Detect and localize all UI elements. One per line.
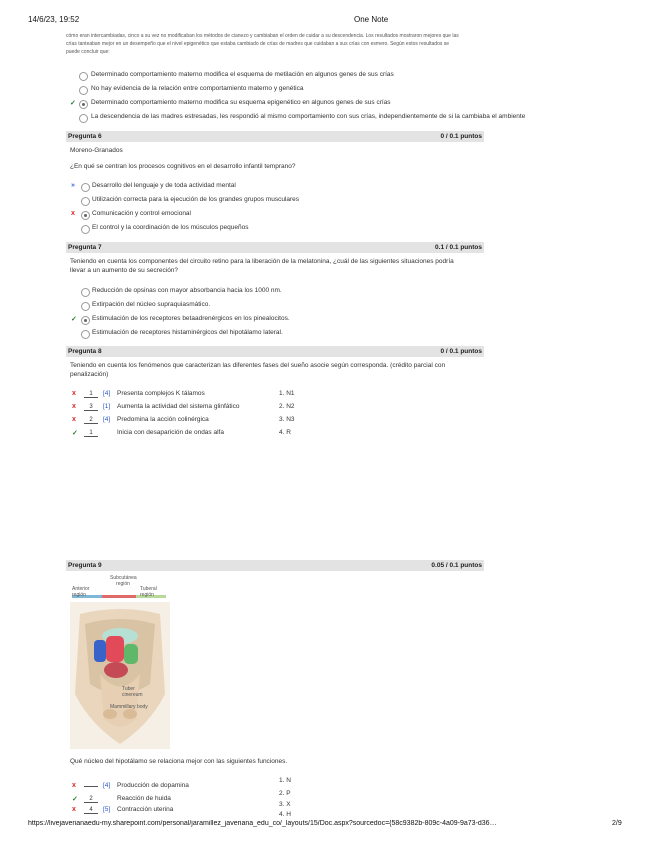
question-text xyxy=(70,361,482,379)
question-score: 0.1 / 0.1 puntos xyxy=(435,244,482,251)
question-line: llevar a un aumento de su secreción? xyxy=(70,267,179,274)
question-text: ¿En qué se centran los procesos cognitivos en el desarrollo infantil temprano? xyxy=(70,163,296,170)
intro-line-2: crías tanteaban mejor en un desempeño que el nivel epigenético que estaba cambiado de crías de madres que cuidaban a sus crías con esmero. Según estos resultados se xyxy=(66,41,450,47)
option-label: Determinado comportamiento materno modifica su esquema epigenético en algunos genes de sus crías xyxy=(91,99,391,106)
print-url: https://livejaverianaedu-my.sharepoint.com/personal/jaramillez_javeriana_edu_co/_layouts/15/Doc.aspx?sourcedoc={58c9382b-809c-4a09-9a73-d36… xyxy=(28,820,497,827)
answer-select[interactable] xyxy=(84,786,98,787)
answer-key: [5] xyxy=(103,806,111,813)
question-title: Pregunta 6 xyxy=(68,133,102,140)
question-line: Teniendo en cuenta los fenómenos que caracterizan las diferentes fases del sueño asocie según corresponda. (crédito parcial con xyxy=(70,362,446,369)
answer-key: [4] xyxy=(103,390,111,397)
matching-row xyxy=(72,777,372,790)
question-header xyxy=(66,346,484,357)
option-label: Reducción de opsinas con mayor absorbancia hacia los 1000 nm. xyxy=(92,287,282,294)
option-label: La descendencia de las madres estresadas, les respondió al mismo comportamiento con sus crías, independientemente de si la cambiaba el ambiente xyxy=(91,113,526,120)
question-header xyxy=(66,242,484,253)
correct-check-icon: ✓ xyxy=(71,316,77,323)
option-label: Estimulación de receptores histaminérgicos del hipotálamo lateral. xyxy=(92,329,283,336)
intro-line-3: puede concluir que: xyxy=(66,49,110,55)
figure-label-right: Tuberal región xyxy=(140,586,157,598)
right-option: 3. N3 xyxy=(279,416,295,423)
option-label: Extirpación del núcleo supraquiasmático. xyxy=(92,301,211,308)
right-option: 3. X xyxy=(279,801,291,808)
print-app-title: One Note xyxy=(354,15,389,24)
row-label: Aumenta la actividad del sistema glinfático xyxy=(117,403,240,410)
figure-label-left: Anterior región xyxy=(72,586,90,598)
answer-key: [4] xyxy=(103,416,111,423)
answer-key: [4] xyxy=(103,782,111,789)
incorrect-x-icon: x xyxy=(72,782,76,789)
correct-check-icon: ✓ xyxy=(72,796,78,803)
radio-button[interactable] xyxy=(79,100,88,109)
right-option: 4. H xyxy=(279,811,291,818)
question-text xyxy=(70,257,482,275)
answer-select[interactable]: 3 xyxy=(84,404,98,411)
question-line: penalización) xyxy=(70,371,109,378)
option-label: No hay evidencia de la relación entre comportamiento materno y genética xyxy=(91,85,304,92)
answer-select[interactable]: 1 xyxy=(84,430,98,437)
right-option: 1. N xyxy=(279,777,291,784)
row-label: Contracción uterina xyxy=(117,806,174,813)
row-label: Presenta complejos K tálamos xyxy=(117,390,205,397)
question-score: 0.05 / 0.1 puntos xyxy=(431,562,482,569)
question-text: Qué núcleo del hipotálamo se relaciona mejor con las siguientes funciones. xyxy=(70,758,288,765)
row-label: Predomina la acción colinérgica xyxy=(117,416,209,423)
answer-select[interactable]: 1 xyxy=(84,391,98,398)
selected-arrow-icon: » xyxy=(71,182,75,189)
option-label: Estimulación de los receptores betaadrenérgicos en los pinealocitos. xyxy=(92,315,290,322)
row-label: Producción de dopamina xyxy=(117,782,189,789)
question-line: Teniendo en cuenta los componentes del circuito retino para la liberación de la melatonina, ¿cuál de las siguientes situaciones podría xyxy=(70,258,454,265)
matching-row xyxy=(72,429,372,442)
option-label: Determinado comportamiento materno modifica el esquema de metilación en algunos genes de sus crías xyxy=(91,71,394,78)
hypothalamus-illustration xyxy=(70,574,170,749)
matching-row xyxy=(72,390,372,403)
radio-button[interactable] xyxy=(81,316,90,325)
matching-row xyxy=(72,790,372,801)
question-score: 0 / 0.1 puntos xyxy=(440,348,482,355)
page-number: 2/9 xyxy=(612,820,622,827)
option-label: Comunicación y control emocional xyxy=(92,210,191,217)
radio-button[interactable] xyxy=(79,72,88,81)
print-datetime: 14/6/23, 19:52 xyxy=(28,15,80,24)
radio-button[interactable] xyxy=(81,330,90,339)
matching-row xyxy=(72,801,372,812)
radio-button[interactable] xyxy=(79,86,88,95)
answer-key: [1] xyxy=(103,403,111,410)
question-title: Pregunta 8 xyxy=(68,348,102,355)
matching-row xyxy=(72,416,372,429)
option-label: El control y la coordinación de los músculos pequeños xyxy=(92,224,249,231)
row-label: Inicia con desaparición de ondas alfa xyxy=(117,429,224,436)
right-option: 2. N2 xyxy=(279,403,295,410)
correct-check-icon: ✓ xyxy=(72,430,78,437)
incorrect-x-icon: x xyxy=(72,390,76,397)
radio-button[interactable] xyxy=(81,225,90,234)
question-header xyxy=(66,131,484,142)
intro-text xyxy=(66,32,486,56)
figure-label-bottom: Mammillary body xyxy=(110,704,148,710)
option-label: Utilización correcta para la ejecución de los grandes grupos musculares xyxy=(92,196,300,203)
radio-button[interactable] xyxy=(81,302,90,311)
correct-check-icon: ✓ xyxy=(70,100,76,107)
radio-button[interactable] xyxy=(81,197,90,206)
figure-label-center: Tuber cinereum xyxy=(122,686,143,698)
matching-table xyxy=(72,390,372,442)
question-header xyxy=(66,560,484,571)
radio-button[interactable] xyxy=(81,183,90,192)
question-title: Pregunta 9 xyxy=(68,562,102,569)
question-score: 0 / 0.1 puntos xyxy=(440,133,482,140)
matching-row xyxy=(72,403,372,416)
option-label: Desarrollo del lenguaje y de toda actividad mental xyxy=(92,182,236,189)
answer-select[interactable]: 2 xyxy=(84,796,98,803)
right-option: 4. R xyxy=(279,429,291,436)
radio-button[interactable] xyxy=(81,211,90,220)
incorrect-x-icon: x xyxy=(72,416,76,423)
incorrect-x-icon: x xyxy=(71,210,75,217)
right-option: 1. N1 xyxy=(279,390,295,397)
question-title: Pregunta 7 xyxy=(68,244,102,251)
figure-label-top: Subcutánea región xyxy=(110,575,137,587)
answer-select[interactable]: 4 xyxy=(84,807,98,814)
hypothalamus-figure xyxy=(70,574,170,749)
answer-select[interactable]: 2 xyxy=(84,417,98,424)
matching-table xyxy=(72,777,372,822)
intro-line-1: cómo eran intercambiadas, cinco a su vez no modificaban los métodos de cianezo y cambiaban el orden de cuidar a su descendencia. Los resultados mostraron mejores que las xyxy=(66,33,459,39)
incorrect-x-icon: x xyxy=(72,403,76,410)
radio-button[interactable] xyxy=(81,288,90,297)
question-topic: Moreno-Granados xyxy=(70,147,123,154)
right-option: 2. P xyxy=(279,790,291,797)
row-label: Reacción de huida xyxy=(117,795,171,802)
radio-button[interactable] xyxy=(79,114,88,123)
incorrect-x-icon: x xyxy=(72,806,76,813)
